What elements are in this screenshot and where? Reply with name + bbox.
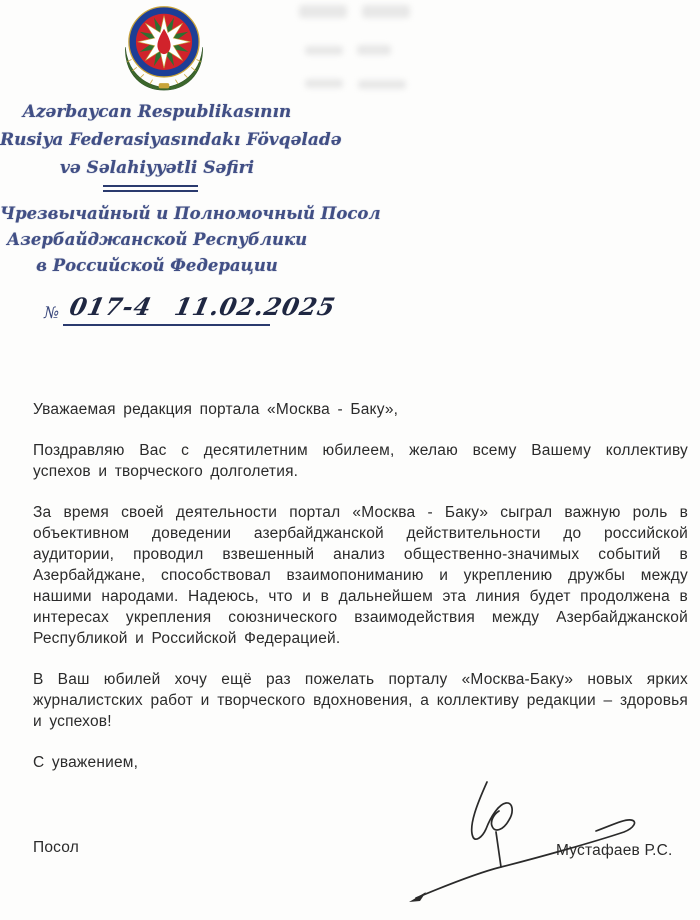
signature-scribble bbox=[402, 770, 662, 910]
bleedthrough-smudge bbox=[305, 46, 343, 55]
letterhead-ru-line: в Российской Федерации bbox=[36, 256, 278, 275]
reference-number-handwritten: 017-4 11.02.2025 bbox=[66, 292, 339, 321]
bleedthrough-smudge bbox=[362, 5, 410, 18]
letterhead-ru-line: Чрезвычайный и Полномочный Посол bbox=[0, 204, 381, 223]
letter-paragraph: Поздравляю Вас с десятилетним юбилеем, желаю всему Вашему коллективу успехов и творческого долголетия. bbox=[33, 442, 688, 480]
letterhead-russian bbox=[0, 201, 381, 279]
letter-paragraph: За время своей деятельности портал «Москва - Баку» сыграл важную роль в объективном доведении азербайджанской действительности до российской аудитории, проводил взвешенный анализ общественно-значимых событий в Азербайджане, способствовал взаимопониманию и укреплению дружбы между нашими народами. Надеюсь, что и в дальнейшем эта линия будет продолжена в интересах укрепления союзнического взаимодействия между Азербайджанской Республикой и Российской Федерацией. bbox=[33, 504, 688, 647]
letterhead-az-line: Rusiya Federasiyasındakı Fövqəladə bbox=[0, 130, 342, 150]
bleedthrough-smudge bbox=[358, 80, 406, 89]
letterhead-ru-line: Азербайджанской Республики bbox=[6, 230, 308, 249]
letter-closing: С уважением, bbox=[33, 754, 139, 771]
letterhead-az-line: Azərbaycan Respublikasının bbox=[22, 102, 292, 122]
bleedthrough-smudge bbox=[357, 45, 391, 55]
signer-title: Посол bbox=[33, 839, 80, 856]
azerbaijan-coat-of-arms-emblem bbox=[117, 5, 211, 91]
signer-name: Мустафаев Р.С. bbox=[556, 842, 673, 859]
letter-body bbox=[33, 399, 688, 793]
reference-number-symbol: № bbox=[44, 303, 60, 322]
letterhead-az-line: və Səlahiyyətli Səfiri bbox=[59, 158, 255, 178]
letter-salutation: Уважаемая редакция портала «Москва - Баку», bbox=[33, 401, 399, 418]
letterhead-divider-rule bbox=[103, 185, 198, 192]
bleedthrough-smudge bbox=[305, 79, 343, 88]
letter-paragraph: В Ваш юбилей хочу ещё раз пожелать порталу «Москва-Баку» новых ярких журналистских работ и творческого вдохновения, а коллективу редакции – здоровья и успехов! bbox=[33, 671, 688, 730]
reference-underline bbox=[63, 324, 270, 326]
bleedthrough-smudge bbox=[299, 5, 347, 18]
letterhead-azerbaijani bbox=[0, 98, 342, 182]
